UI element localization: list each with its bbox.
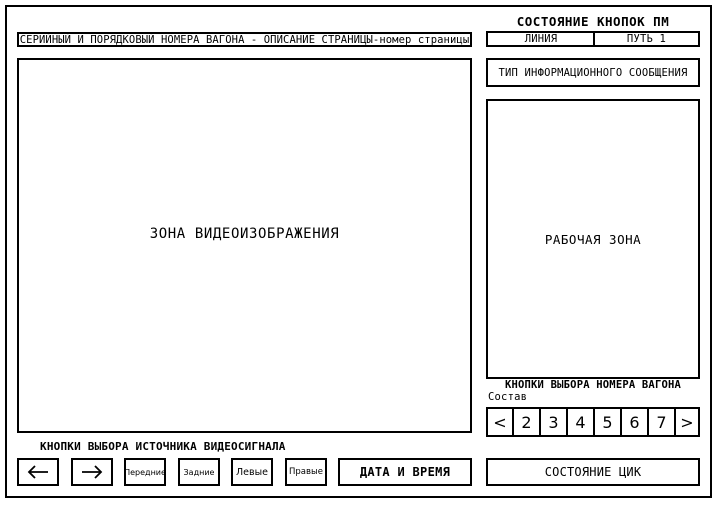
car-button-4[interactable] <box>568 409 593 435</box>
train-subtitle-text: Состав <box>488 391 528 403</box>
car-button-5[interactable] <box>595 409 620 435</box>
line-cell <box>488 33 594 45</box>
work-zone-label: РАБОЧАЯ ЗОНА <box>544 231 642 247</box>
arrow-left-icon <box>27 465 49 479</box>
date-time-label: ДАТА И ВРЕМЯ <box>359 465 451 479</box>
path-label: ПУТЬ 1 <box>626 33 667 45</box>
car-select-title-text: КНОПКИ ВЫБОРА НОМЕРА ВАГОНА <box>504 379 682 391</box>
cik-status-label: СОСТОЯНИЕ ЦИК <box>544 465 642 479</box>
car-button-3[interactable] <box>541 409 566 435</box>
source-front-button[interactable] <box>124 458 166 486</box>
car-button-6[interactable] <box>622 409 647 435</box>
source-forward-button[interactable] <box>71 458 113 486</box>
video-source-title-text: КНОПКИ ВЫБОРА ИСТОЧНИКА ВИДЕОСИГНАЛА <box>40 439 286 453</box>
cik-status-box <box>486 458 700 486</box>
video-zone-label: ЗОНА ВИДЕОИЗОБРАЖЕНИЯ <box>149 225 340 242</box>
info-message-type-label: ТИП ИНФОРМАЦИОННОГО СООБЩЕНИЯ <box>498 66 688 79</box>
car-button-label: 2 <box>521 412 532 432</box>
path-cell <box>595 33 698 45</box>
arrow-right-icon <box>81 465 103 479</box>
video-source-title <box>40 438 286 454</box>
line-label: ЛИНИЯ <box>524 33 558 45</box>
car-button-label: 5 <box>602 412 613 432</box>
car-button-label: 6 <box>629 412 640 432</box>
source-right-button[interactable] <box>285 458 327 486</box>
car-button-label: 3 <box>548 412 559 432</box>
car-prev-button[interactable] <box>488 409 512 435</box>
line-path-box <box>486 31 700 47</box>
car-button-label: 7 <box>656 412 667 432</box>
source-rear-button[interactable] <box>178 458 220 486</box>
car-button-7[interactable] <box>649 409 674 435</box>
train-subtitle <box>488 391 527 403</box>
car-select-title <box>486 378 700 392</box>
source-rear-label: Задние <box>183 467 215 477</box>
car-prev-label: < <box>493 412 507 432</box>
source-left-button[interactable] <box>231 458 273 486</box>
page-info-text: СЕРИЙНЫЙ И ПОРЯДКОВЫЙ НОМЕРА ВАГОНА - ОПИСАНИЕ СТРАНИЦЫ-номер страницы <box>19 33 470 46</box>
car-next-label: > <box>680 412 694 432</box>
car-button-label: 4 <box>575 412 586 432</box>
source-left-label: Левые <box>236 466 268 478</box>
page-info-bar <box>17 32 472 47</box>
pm-status-title <box>486 12 700 30</box>
source-back-button[interactable] <box>17 458 59 486</box>
car-select-bar <box>486 407 700 437</box>
car-button-2[interactable] <box>514 409 539 435</box>
video-zone[interactable] <box>17 58 472 433</box>
car-next-button[interactable] <box>676 409 698 435</box>
source-right-label: Правые <box>289 467 323 477</box>
info-message-type <box>486 58 700 87</box>
work-zone[interactable] <box>486 99 700 379</box>
pm-status-title-text: СОСТОЯНИЕ КНОПОК ПМ <box>516 13 670 29</box>
date-time-box <box>338 458 472 486</box>
source-front-label: Передние <box>124 467 166 477</box>
